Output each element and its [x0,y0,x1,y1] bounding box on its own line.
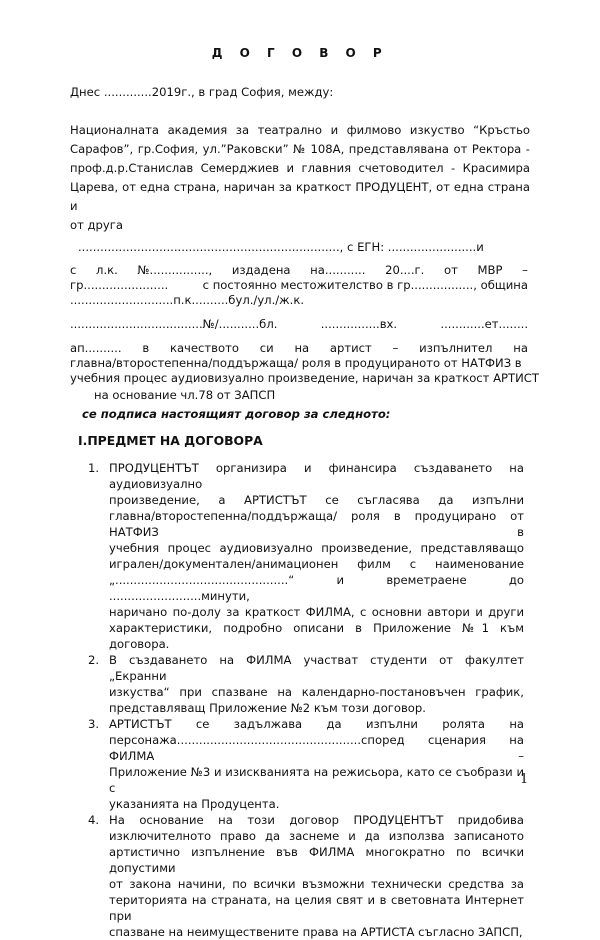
party-two-word: издадена [231,263,291,277]
party-two-word: – [392,341,399,355]
party-two-word: в [142,341,150,355]
clause-line: наричано по-долу за краткост ФИЛМА, с основни автори и други [109,605,524,619]
clause-line: територията на страната, на целия свят и в световната Интернет при [109,893,524,923]
party-two-word: ....................................№/...........бл. [70,317,278,331]
party-one-line: Царева, от една страна, наричан за краткост ПРОДУЦЕНТ, от една страна и [70,180,530,213]
clause-number: 1. [88,461,100,475]
party-one-line: от друга [70,218,123,232]
party-two-word: си [259,341,274,355]
clause-number: 2. [88,653,100,667]
party-two-word: с [70,263,77,277]
clause-line: ПРОДУЦЕНТЪТ организира и финансира създаването на аудиовизуално [109,461,524,491]
party-two-line-9: на основание чл.78 от ЗАПСП [94,388,276,402]
party-two-word: ................вх. [320,317,398,331]
party-two-word: на [513,341,528,355]
date-line: Днес .............2019г., в град София, между: [70,85,334,99]
party-one-line: Националната академия за театрално и филмово изкуство “Кръстьо [70,123,530,137]
clause-line: от закона начини, по всички възможни технически средства за [109,877,524,891]
page-number: 1 [520,772,529,787]
party-two-word: на........... [310,263,366,277]
clause-line: представляващ Приложение №2 към този договор. [109,701,426,715]
clause-item [88,716,524,812]
clause-line: Приложение №3 и изискванията на режисьора, като се съобрази и с [109,765,524,795]
party-two-word: с постоянно местожителство в гр................., община [202,278,528,292]
clause-item [88,812,524,940]
party-two-line-4 [70,291,528,310]
signing-statement: се подписа настоящият договор за следното: [82,407,391,421]
party-two-line-8: учебния процес аудиовизуално произведение, наричан за краткост АРТИСТ [70,371,539,385]
clause-line: игрален/документален/анимационен филм с наименование [109,557,524,571]
clause-list [88,460,524,940]
clause-line: артистично изпълнение във ФИЛМА многократно по всички допустими [109,845,524,875]
clause-item [88,460,524,652]
clause-line: спазване на неимуществените права на АРТИСТА съгласно ЗАПСП, [109,925,523,939]
party-two-word: МВР [477,263,503,277]
party-two-text: ......................................................................., с ЕГН: ........................и [78,240,484,254]
party-two-line-1 [70,238,528,257]
clause-number: 4. [88,813,100,827]
party-two-text: главна/второстепенна/поддържаща/ роля в продуцираното от НАТФИЗ в [70,356,522,370]
clause-number: 3. [88,717,100,731]
clause-line: АРТИСТЪТ се задължава да изпълни ролята на [109,717,524,731]
party-one-line: проф.д.р.Станислав Семерджиев и главния счетоводител - Красимира [70,161,530,175]
clause-line: „...............................................“ и времетраене до .........................минути, [109,573,524,603]
clause-line: главна/второстепенна/поддържаща/ роля в продуцирано от НАТФИЗ в [109,509,524,539]
party-two-word: ............ет........ [440,317,528,331]
party-two-line-5 [70,315,528,334]
document-title: Д О Г О В О Р [211,46,389,60]
section-heading: I.ПРЕДМЕТ НА ДОГОВОРА [78,433,263,448]
party-one-paragraph [70,121,530,235]
party-two-word: 20....г. [385,263,425,277]
clause-line: характеристики, подробно описани в Приложение №1 към договора. [109,621,524,651]
party-two-word: – [522,263,528,277]
clause-line: изкуства“ при спазване на календарно-постановъчен график, [109,685,524,699]
party-two-word: от [444,263,458,277]
party-two-word: ап.......... [70,341,122,355]
party-two-word: л.к. [96,263,118,277]
party-two-word: артист [329,341,372,355]
clause-line: учебния процес аудиовизуално произведение, представляващо [109,541,524,555]
party-one-line: Сарафов”, гр.София, ул.”Раковски” № 108А, представлявана от Ректора - [70,142,530,156]
party-two-word: качеството [169,341,239,355]
clause-line: В създаването на ФИЛМА участват студенти от факултет „Екранни [109,653,524,683]
clause-line: персонажа..................................................според сценария на ФИЛМА – [109,733,524,763]
party-two-word: изпълнител [419,341,493,355]
party-two-text: ............................п.к..........бул./ул./ж.к. [70,293,305,307]
party-two-word: гр....................... [70,278,169,292]
clause-line: произведение, а АРТИСТЪТ се съгласява да изпълни [109,493,524,507]
clause-line: На основание на този договор ПРОДУЦЕНТЪТ придобива [109,813,524,827]
clause-line: указанията на Продуцента. [109,797,280,811]
clause-item [88,652,524,716]
party-two-word: на [294,341,310,355]
party-two-word: №................, [137,263,213,277]
clause-line: изключителното право да заснеме и да използва записаното [109,829,524,843]
